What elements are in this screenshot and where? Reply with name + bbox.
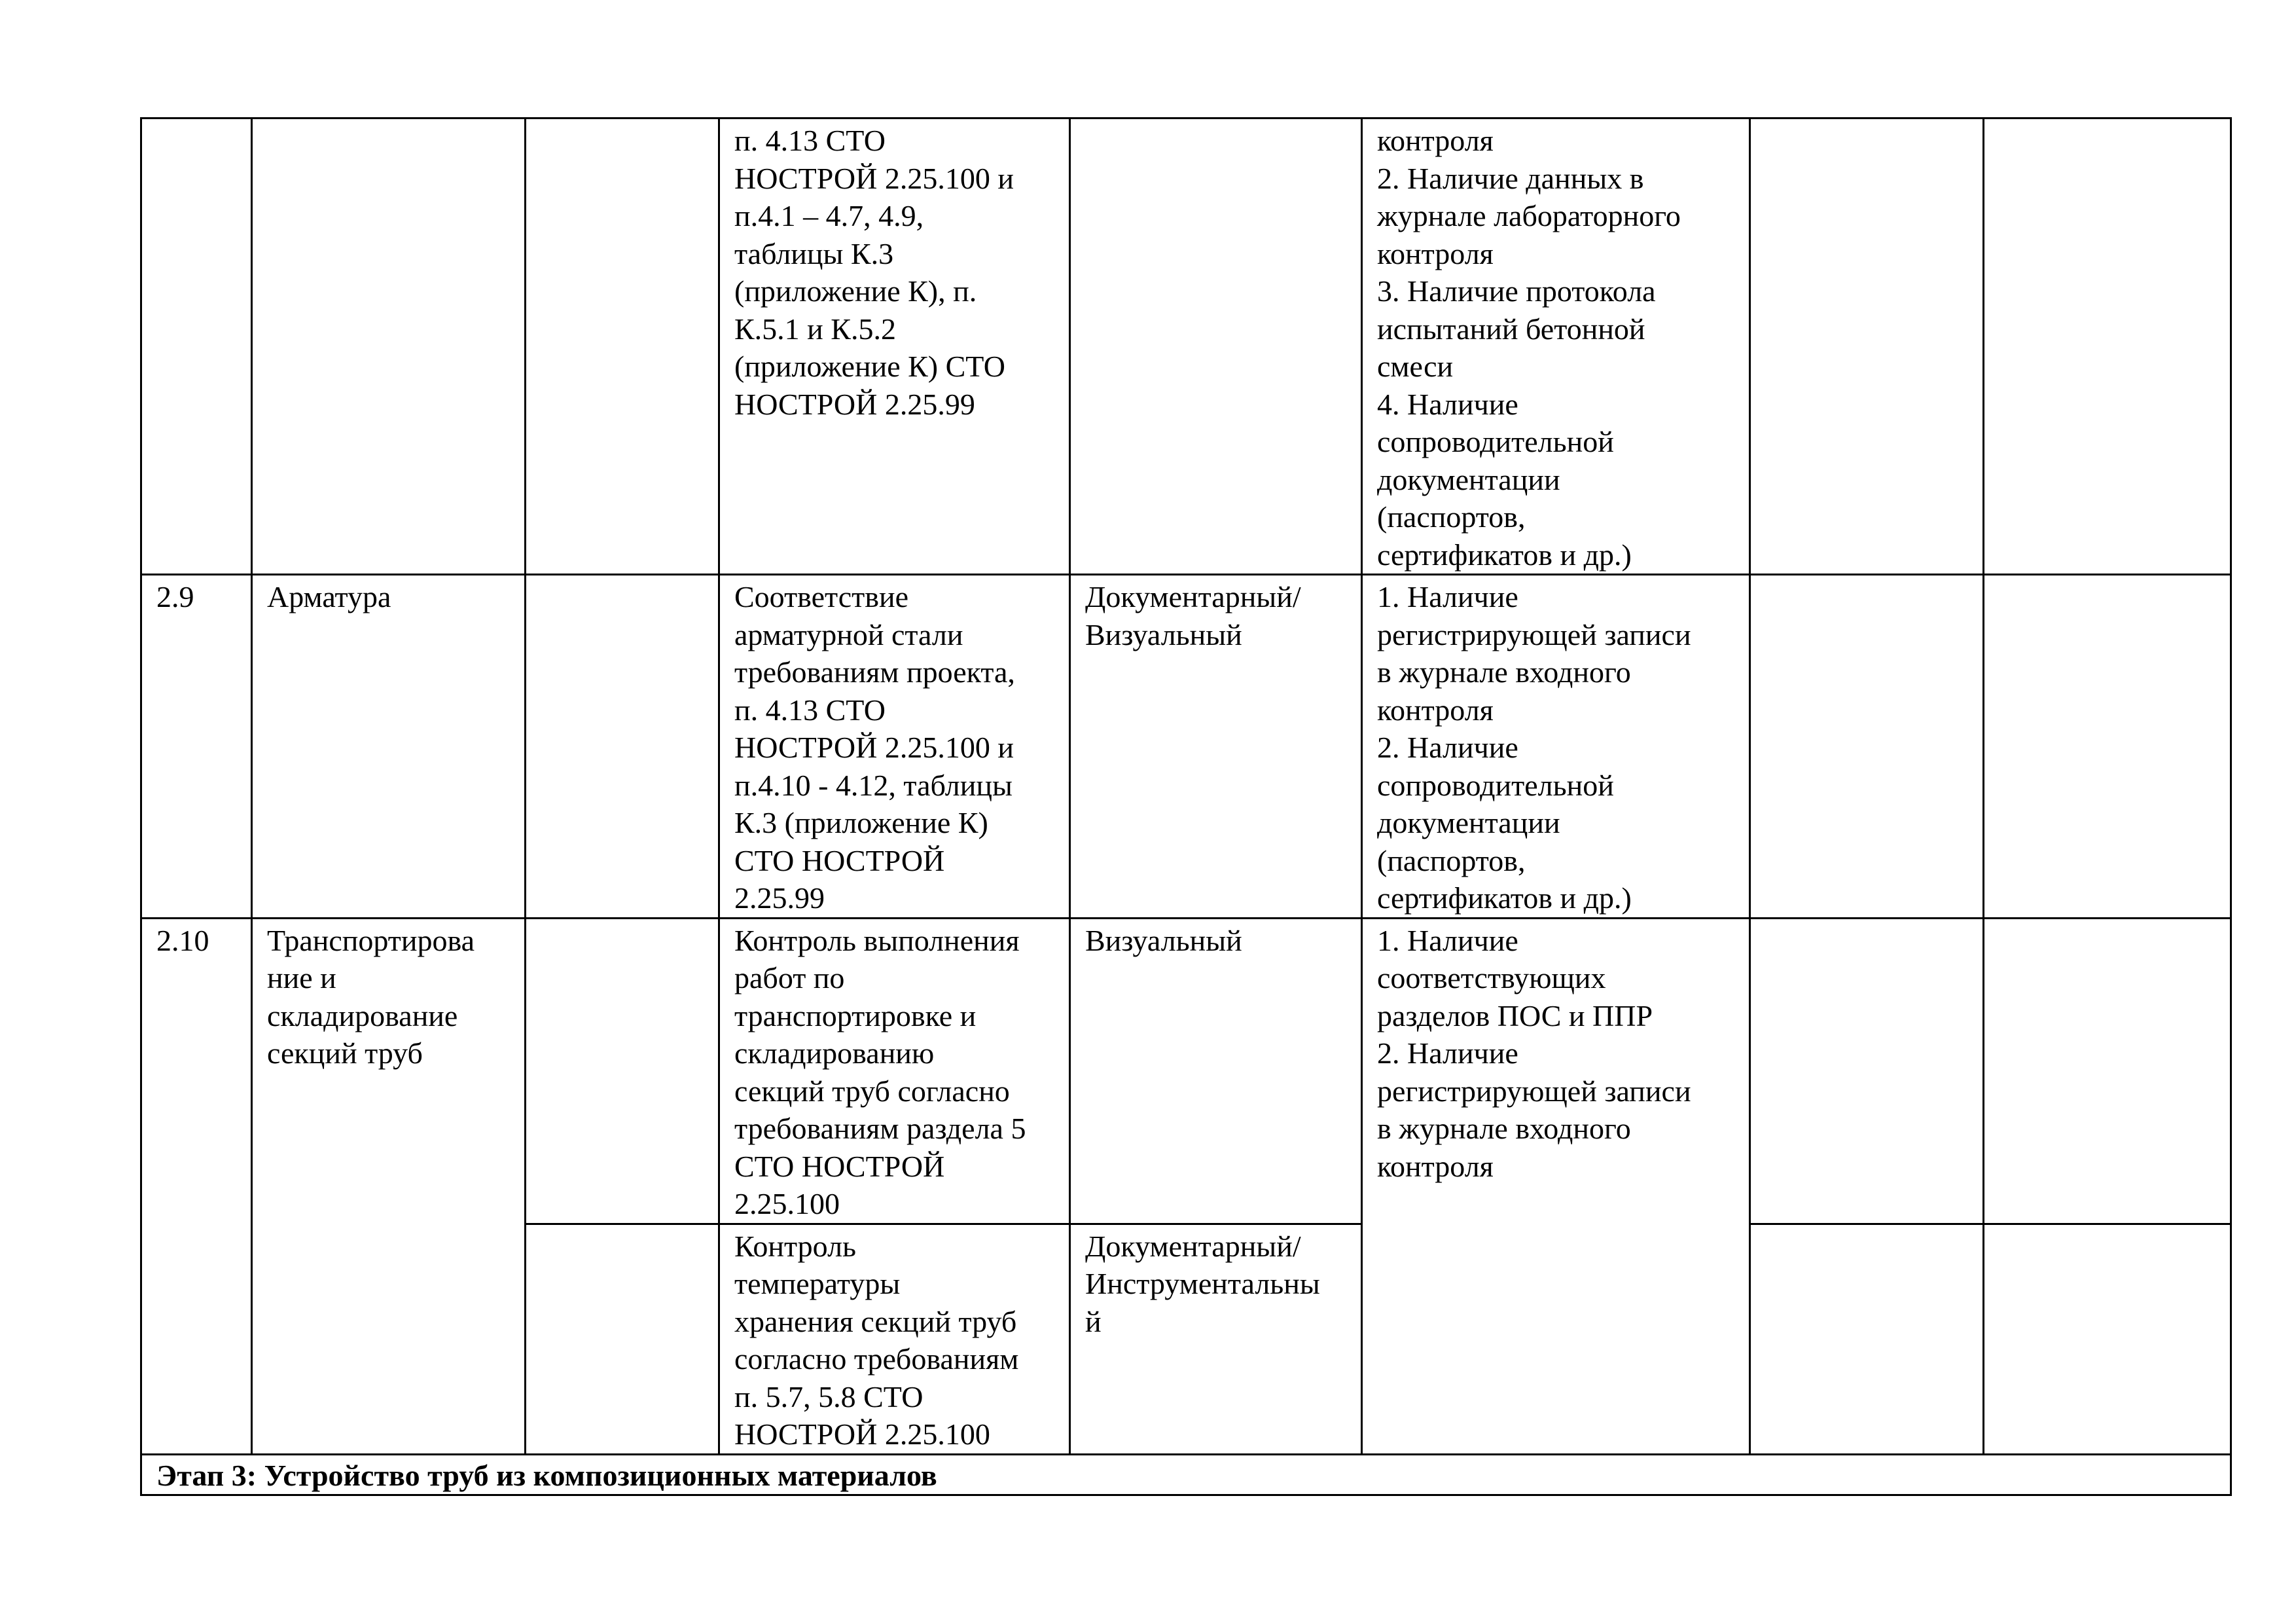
row-number: 2.10 — [156, 923, 209, 957]
row-name: Арматура — [267, 580, 391, 613]
cell-empty — [526, 119, 719, 575]
cell-method — [1070, 119, 1362, 575]
stage-title: Этап 3: Устройство труб из композиционных материалов — [156, 1458, 937, 1492]
result-text: 1. Наличие регистрирующей записи в журнале входного контроля 2. Наличие сопроводительной документации (паспортов, сертификатов и др.) — [1377, 580, 1691, 915]
cell-name — [252, 575, 526, 919]
cell-result — [1362, 119, 1750, 575]
control-table — [140, 117, 2232, 1496]
requirement-text: Контроль температуры хранения секций труб согласно требованиям п. 5.7, 5.8 СТО НОСТРОЙ 2.25.100 — [734, 1229, 1019, 1451]
table-row — [141, 575, 2231, 919]
row-number: 2.9 — [156, 580, 194, 613]
result-text: 1. Наличие соответствующих разделов ПОС и ППР 2. Наличие регистрирующей записи в журнале входного контроля — [1377, 923, 1691, 1183]
cell-requirement — [719, 1224, 1070, 1454]
cell-extra-2 — [1984, 1224, 2231, 1454]
row-name: Транспортирова ние и складирование секций труб — [267, 923, 475, 1070]
cell-requirement — [719, 918, 1070, 1224]
requirement-text: Соответствие арматурной стали требованиям проекта, п. 4.13 СТО НОСТРОЙ 2.25.100 и п.4.10 - 4.12, таблицы К.3 (приложение К) СТО НОСТРОЙ 2.25.99 — [734, 580, 1015, 915]
cell-extra-1 — [1750, 575, 1984, 919]
method-text: Документарный/ Визуальный — [1085, 580, 1301, 651]
table-row — [141, 119, 2231, 575]
cell-requirement — [719, 575, 1070, 919]
cell-result — [1362, 575, 1750, 919]
cell-num — [141, 918, 252, 1454]
cell-name — [252, 918, 526, 1454]
cell-result — [1362, 918, 1750, 1454]
cell-num — [141, 575, 252, 919]
cell-num — [141, 119, 252, 575]
cell-name — [252, 119, 526, 575]
cell-requirement — [719, 119, 1070, 575]
cell-empty — [526, 575, 719, 919]
method-text: Документарный/ Инструментальны й — [1085, 1229, 1320, 1338]
result-text: контроля 2. Наличие данных в журнале лабораторного контроля 3. Наличие протокола испытаний бетонной смеси 4. Наличие сопроводительной документации (паспортов, сертификатов и др.) — [1377, 124, 1681, 572]
cell-empty — [526, 918, 719, 1224]
stage-header-cell — [141, 1454, 2231, 1495]
cell-extra-1 — [1750, 119, 1984, 575]
cell-empty — [526, 1224, 719, 1454]
cell-extra-2 — [1984, 575, 2231, 919]
table-row — [141, 918, 2231, 1224]
stage-header-row — [141, 1454, 2231, 1495]
cell-method — [1070, 1224, 1362, 1454]
requirement-text: Контроль выполнения работ по транспортировке и складированию секций труб согласно требованиям раздела 5 СТО НОСТРОЙ 2.25.100 — [734, 923, 1026, 1220]
cell-method — [1070, 575, 1362, 919]
requirement-text: п. 4.13 СТО НОСТРОЙ 2.25.100 и п.4.1 – 4.7, 4.9, таблицы К.3 (приложение К), п. К.5.1 и К.5.2 (приложение К) СТО НОСТРОЙ 2.25.99 — [734, 124, 1014, 421]
cell-extra-2 — [1984, 918, 2231, 1224]
method-text: Визуальный — [1085, 923, 1242, 957]
cell-method — [1070, 918, 1362, 1224]
cell-extra-1 — [1750, 918, 1984, 1224]
cell-extra-2 — [1984, 119, 2231, 575]
cell-extra-1 — [1750, 1224, 1984, 1454]
